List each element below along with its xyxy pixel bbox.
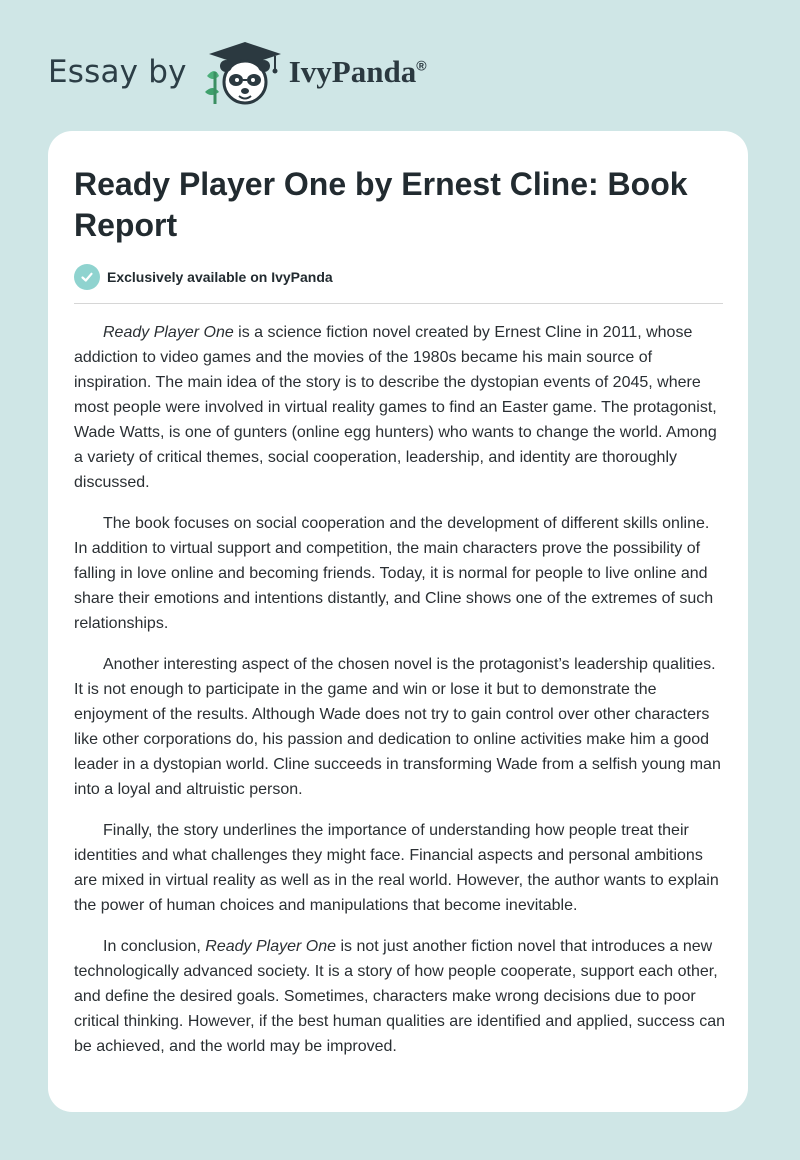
book-title-italic: Ready Player One bbox=[103, 324, 234, 341]
brand-name[interactable]: IvyPanda® bbox=[288, 54, 427, 89]
site-header bbox=[48, 36, 748, 108]
exclusive-label: Exclusively available on IvyPanda bbox=[107, 269, 333, 285]
panda-logo-icon[interactable] bbox=[201, 36, 285, 108]
essay-title: Ready Player One by Ernest Cline: Book Report bbox=[74, 166, 688, 243]
paragraph: Ready Player One is a science fiction novel created by Ernest Cline in 2011, whose addiction to video games and the movies of the 1980s became his main source of inspiration. The main idea of the story is to describe the dystopian events of 2045, where most people were involved in virtual reality games to find an Easter game. The protagonist, Wade Watts, is one of gunters (online egg hunters) who wants to change the world. Among a variety of critical themes, social cooperation, leadership, and identity are thoroughly discussed. bbox=[74, 324, 717, 491]
registered-mark: ® bbox=[416, 57, 427, 74]
exclusive-badge bbox=[74, 264, 333, 290]
paragraph: Finally, the story underlines the importance of understanding how people treat their identities and what challenges they might face. Financial aspects and personal ambitions are mixed in virtual reality as well as in the real world. However, the author wants to explain the power of human choices and manipulations that become inevitable. bbox=[74, 822, 719, 914]
paragraph: The book focuses on social cooperation and the development of different skills online. In addition to virtual support and competition, the main characters prove the possibility of falling in love online and becoming friends. Today, it is normal for people to live online and share their emotions and intentions distantly, and Cline shows one of the extremes of such relationships. bbox=[74, 515, 714, 632]
checkmark-icon bbox=[74, 264, 100, 290]
essay-by-label: Essay by bbox=[48, 54, 187, 90]
paragraph: Another interesting aspect of the chosen novel is the protagonist’s leadership qualities. It is not enough to participate in the game and win or lose it but to demonstrate the enjoyment of the results. Although Wade does not try to gain control over other characters like other corporations do, his passion and dedication to online activities make him a good leader in a dystopian world. Cline succeeds in transforming Wade from a selfish young man into a loyal and altruistic person. bbox=[74, 656, 721, 798]
paragraph: In conclusion, Ready Player One is not just another fiction novel that introduces a new technologically advanced society. It is a story of how people cooperate, support each other, and define the desired goals. Sometimes, characters make wrong decisions due to poor critical thinking. However, if the best human qualities are identified and applied, success can be achieved, and the world may be improved. bbox=[74, 938, 726, 1055]
essay-body bbox=[74, 320, 726, 1075]
divider bbox=[74, 303, 723, 304]
essay-card bbox=[48, 131, 748, 1112]
book-title-italic: Ready Player One bbox=[205, 938, 337, 955]
